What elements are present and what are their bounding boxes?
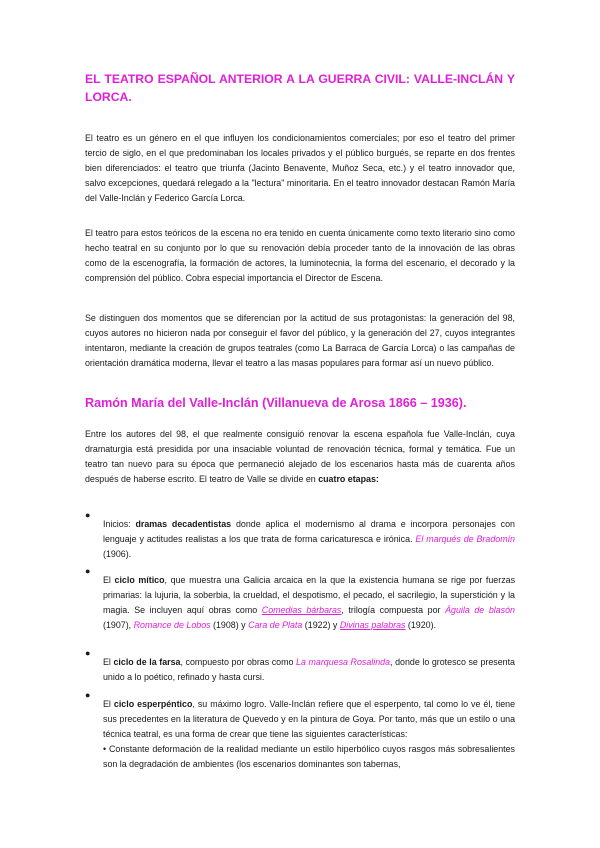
etapa-lead: El — [103, 656, 114, 667]
work-title: La marquesa Rosalinda — [296, 656, 391, 667]
etapa-bold: ciclo mítico — [114, 574, 165, 585]
work-link[interactable]: Divinas palabras — [339, 619, 406, 630]
etapa-body: , que muestra una Galicia arcaica en la que la existencia humana se rige por fuerzas primarias: la lujuria, la soberbia, la crueldad, el despotismo, el pecado, el sacrilegio, la superstición y la magia. Se incluyen aquí obras como — [103, 574, 516, 615]
etapa-body: (1907), — [103, 619, 134, 630]
work-link[interactable]: Comedias bárbaras — [261, 604, 342, 615]
document-title: EL TEATRO ESPAÑOL ANTERIOR A LA GUERRA CIVIL: VALLE-INCLÁN Y LORCA. — [85, 72, 515, 104]
etapa-item-1 — [85, 508, 515, 571]
intro-paragraph-2: El teatro para estos teóricos de la escena no era tenido en cuenta únicamente como texto literario sino como hecho teatral en su conjunto por lo que su renovación debía proceder tanto de la innovación de las obras como de la escenografía, la formación de actores, la luminotecnia, la forma del escenario, el decorado y la comprensión del público. Cobra especial importancia el Director de Escena. — [85, 228, 515, 283]
section-intro-bold: cuatro etapas — [318, 473, 376, 484]
etapa-lead: El — [103, 574, 115, 585]
etapa-body: donde aplica el modernismo al drama e incorpora personajes con lenguaje y actitudes realistas a los que trata de forma caricaturesca e irónica. — [103, 518, 515, 544]
bullet-dot: ● — [85, 510, 91, 520]
etapa-text-3 — [103, 655, 515, 685]
etapa-lead: Inicios: — [103, 518, 136, 529]
bullet-dot: ● — [85, 648, 91, 658]
work-title: Romance de Lobos — [133, 619, 211, 630]
etapa-body: , compuesto por obras como — [180, 656, 297, 667]
section-intro-text: Entre los autores del 98, el que realmente consiguió renovar la escena española fue Valle-Inclán, cuya dramaturgia está presidida por una insaciable voluntad de renovación técnica, formal y temática. Fue un teatro tan nuevo para su época que permaneció alejado de los escenarios hasta más de cuarenta años después de haberse escrito. El teatro de Valle se divide en — [85, 429, 515, 484]
etapa-lead: El — [103, 698, 114, 709]
work-title: Cara de Plata — [248, 619, 303, 630]
etapa-item-2 — [85, 564, 515, 641]
etapa-body: (1908) y — [210, 619, 249, 630]
work-title: Águila de blasón — [445, 604, 515, 615]
sub-bullet-text: • Constante deformación de la realidad mediante un estilo hiperbólico cuyos rasgos más sobresalientes son la degradación de ambientes (los escenarios dominantes son tabernas, — [103, 743, 515, 769]
etapa-tail: , donde lo grotesco se presenta unido a lo poético, refinado y hasta cursi. — [103, 656, 515, 682]
etapa-bold: ciclo esperpéntico — [113, 698, 193, 709]
etapa-bold: dramas decadentistas — [135, 518, 232, 529]
work-title: El marqués de Bradomín — [415, 533, 515, 544]
section-intro-colon: : — [375, 473, 379, 484]
etapa-tail: (1920). — [405, 619, 437, 630]
etapa-body: , su máximo logro. Valle-Inclán refiere que el esperpento, tal como lo ve él, tiene sus precedentes en la literatura de Quevedo y en la pintura de Goya. Por tanto, más que un estilo o una técnica teatral, es una forma de crear que tiene las siguientes características: — [103, 698, 516, 739]
bullet-dot: ● — [85, 690, 91, 700]
etapa-bold: ciclo de la farsa — [113, 656, 181, 667]
etapa-tail: (1906). — [103, 548, 132, 559]
etapa-text-1 — [103, 517, 515, 562]
intro-paragraph-1: El teatro es un género en el que influyen los condicionamientos comerciales; por eso el teatro del primer tercio de siglo, en el que predominaban los locales privados y el público burgués, se reparte en dos frentes bien diferenciados: el teatro que triunfa (Jacinto Benavente, Muñoz Seca, etc.) y el teatro innovador que, salvo excepciones, quedará relegado a la "lectura" minoritaria. En el teatro innovador destacan Ramón María del Valle-Inclán y Federico García Lorca. — [85, 133, 515, 203]
etapa-body: (1922) y — [302, 619, 340, 630]
etapa-item-4 — [85, 688, 515, 780]
etapa-item-3 — [85, 646, 515, 694]
etapa-body: , trilogía compuesta por — [341, 604, 446, 615]
bullet-dot: ● — [85, 566, 91, 576]
etapa-text-4 — [103, 697, 515, 772]
section-heading: Ramón María del Valle-Inclán (Villanueva de Arosa 1866 – 1936). — [85, 396, 467, 410]
intro-paragraph-3: Se distinguen dos momentos que se diferencian por la actitud de sus protagonistas: la generación del 98, cuyos autores no hicieron nada por conseguir el favor del público, y la generación del 27, cuyos integrantes intentaron, mediante la creación de grupos teatrales (como La Barraca de García Lorca) o las campañas de orientación dramática moderna, llevar el teatro a las masas populares para formar así un nuevo público. — [85, 313, 515, 368]
section-intro-paragraph — [85, 427, 515, 487]
etapa-text-2 — [103, 573, 515, 633]
